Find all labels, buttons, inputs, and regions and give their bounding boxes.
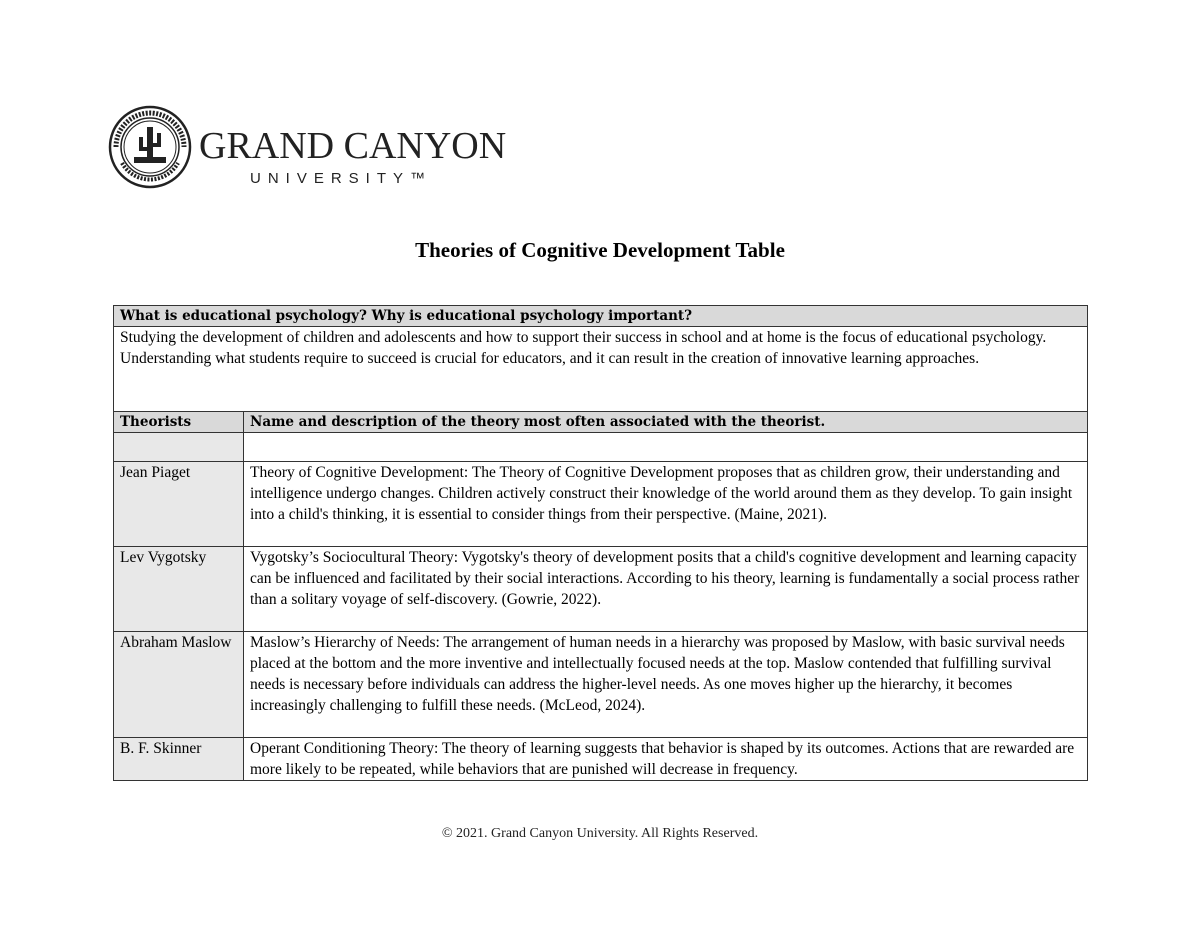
- theorist-name: Abraham Maslow: [114, 632, 244, 738]
- university-logo: [108, 105, 507, 195]
- empty-cell: [244, 433, 1088, 462]
- document-title: Theories of Cognitive Development Table: [415, 238, 785, 262]
- table-row: [114, 738, 1088, 781]
- theory-description: Vygotsky’s Sociocultural Theory: Vygotsky's theory of development posits that a child's cognitive development and learning capacity can be influenced and facilitated by their social interactions. According to his theory, learning is fundamentally a social process rather than a solitary voyage of self-discovery. (Gowrie, 2022).: [244, 547, 1088, 632]
- theory-description: Theory of Cognitive Development: The Theory of Cognitive Development proposes that as children grow, their understanding and intelligence undergo changes. Children actively construct their knowledge of the world around them as they develop. To gain insight into a child's thinking, it is essential to consider things from their perspective. (Maine, 2021).: [244, 462, 1088, 547]
- copyright-footer: © 2021. Grand Canyon University. All Rights Reserved.: [441, 826, 759, 841]
- theorist-name: B. F. Skinner: [114, 738, 244, 781]
- question-answer: Studying the development of children and adolescents and how to support their success in school and at home is the focus of educational psychology. Understanding what students require to succeed is crucial for educators, and it can result in the creation of innovative learning approaches.: [114, 327, 1088, 412]
- question-heading-row: [114, 306, 1088, 327]
- logo-subtitle: UNIVERSITY™: [250, 170, 433, 187]
- question-answer-row: [114, 327, 1088, 412]
- theories-table: [113, 305, 1088, 781]
- theory-description: Operant Conditioning Theory: The theory of learning suggests that behavior is shaped by its outcomes. Actions that are rewarded are more likely to be repeated, while behaviors that are punished will decrease in frequency.: [244, 738, 1088, 781]
- table-row: [114, 462, 1088, 547]
- logo-wordmark: GRAND CANYON: [199, 125, 507, 167]
- table-header-row: [114, 412, 1088, 433]
- table-row: [114, 632, 1088, 738]
- theorist-name: Lev Vygotsky: [114, 547, 244, 632]
- university-seal-icon: [108, 105, 192, 189]
- theorists-header: Theorists: [114, 412, 244, 433]
- empty-cell: [114, 433, 244, 462]
- theory-header: Name and description of the theory most often associated with the theorist.: [244, 412, 1088, 433]
- question-heading: What is educational psychology? Why is educational psychology important?: [114, 306, 1088, 327]
- theorist-name: Jean Piaget: [114, 462, 244, 547]
- table-row: [114, 547, 1088, 632]
- empty-row: [114, 433, 1088, 462]
- theory-description: Maslow’s Hierarchy of Needs: The arrangement of human needs in a hierarchy was proposed by Maslow, with basic survival needs placed at the bottom and the more inventive and intellectually focused needs at the top. Maslow contended that fulfilling survival needs is necessary before individuals can address the higher-level needs. As one moves higher up the hierarchy, it becomes increasingly challenging to fulfill these needs. (McLeod, 2024).: [244, 632, 1088, 738]
